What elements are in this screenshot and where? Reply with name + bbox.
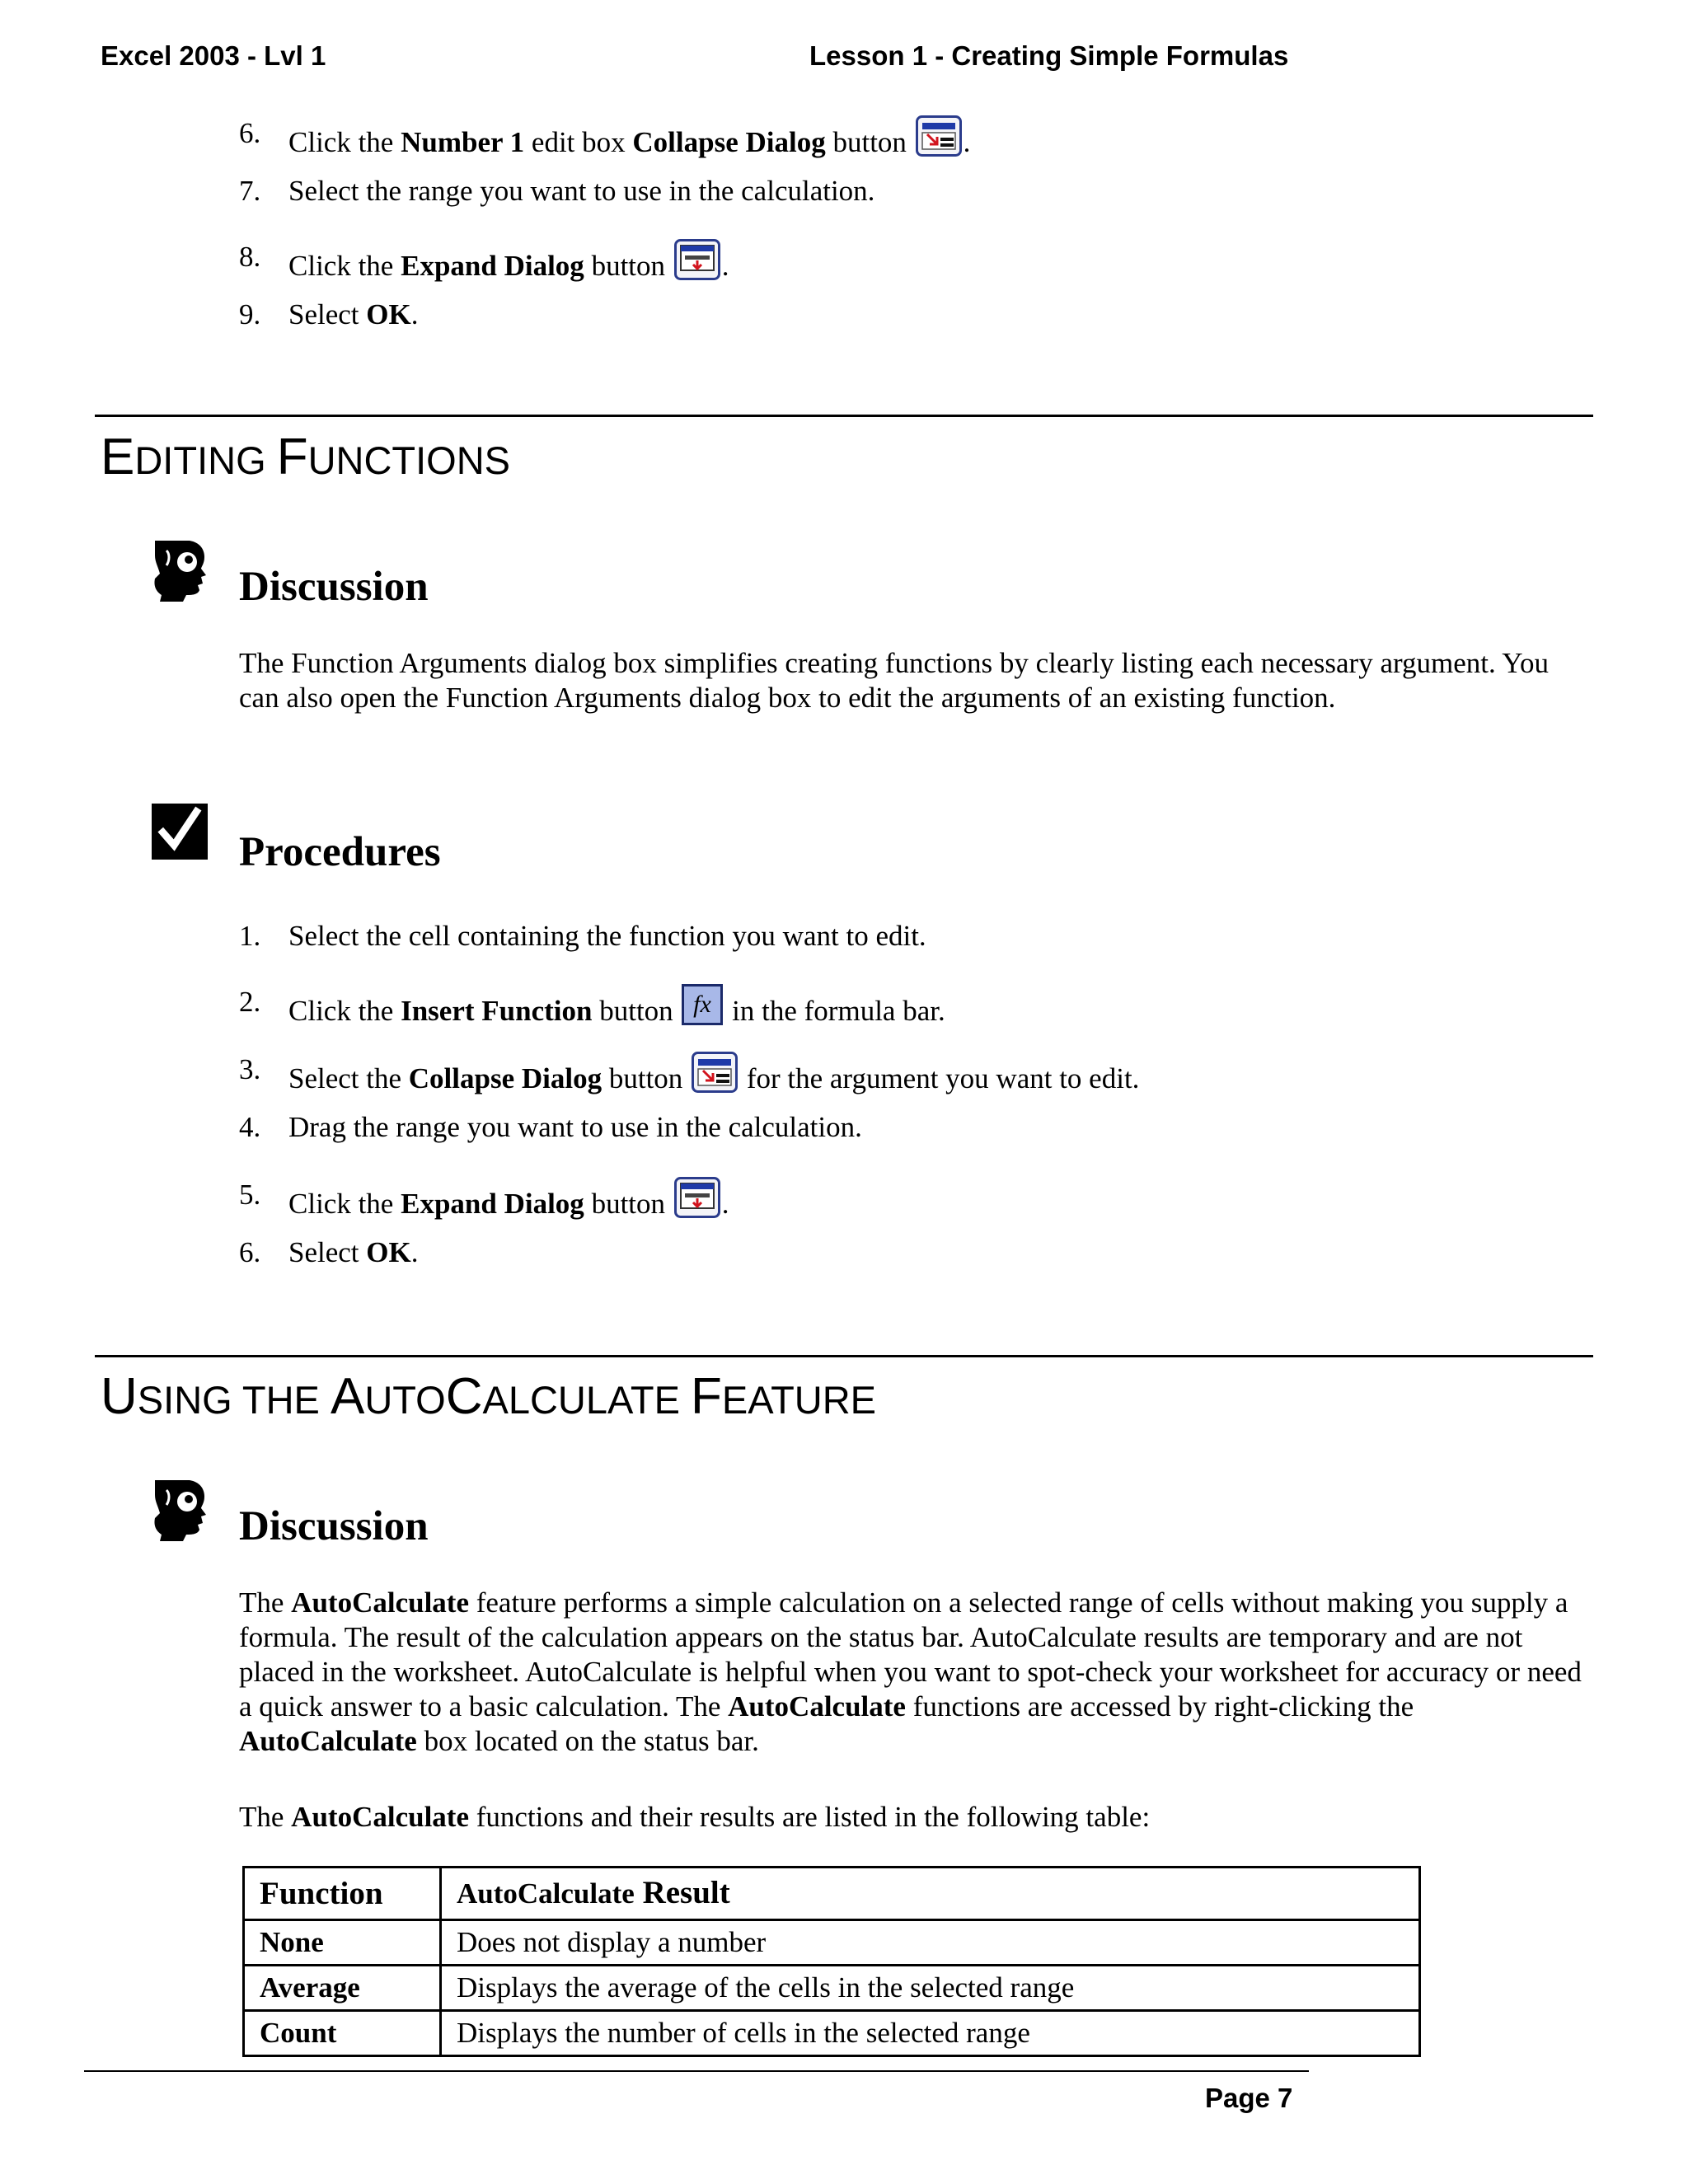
table-row: Average Displays the average of the cells in the selected range <box>244 1966 1420 2011</box>
collapse-dialog-icon <box>916 115 962 157</box>
section-divider <box>95 1355 1593 1357</box>
discussion-head-icon <box>150 1477 208 1543</box>
footer-divider <box>84 2070 1309 2072</box>
discussion-text: The Function Arguments dialog box simplifies creating functions by clearly listing each necessary argument. You can also open the Function Arguments dialog box to edit the arguments of an existing function. <box>239 647 1549 714</box>
table-row: None Does not display a number <box>244 1920 1420 1966</box>
section-divider <box>95 415 1593 417</box>
table-row: Count Displays the number of cells in the selected range <box>244 2011 1420 2056</box>
expand-dialog-icon <box>674 239 720 280</box>
insert-function-icon <box>682 984 723 1025</box>
autocalculate-description: The AutoCalculate feature performs a simple calculation on a selected range of cells without making you supply a formula. The result of the calculation appears on the status bar. AutoCalculate results are temporary and are not placed in the worksheet. AutoCalculate is helpful when you want to spot-check your worksheet for accuracy or need a quick answer to a basic calculation. The AutoCalculate functions are accessed by right-clicking the AutoCalculate box located on the status bar. <box>239 1586 1582 1757</box>
expand-dialog-icon <box>674 1177 720 1218</box>
header-left: Excel 2003 - Lvl 1 <box>101 40 326 71</box>
table-header-row <box>244 1868 1420 1920</box>
discussion-heading: Discussion <box>239 564 429 610</box>
discussion-head-icon <box>150 537 208 603</box>
collapse-dialog-icon <box>692 1052 738 1093</box>
section-title-autocalculate: USING THE AUTOCALCULATE FEATURE <box>101 1368 877 1425</box>
table-intro: The AutoCalculate functions and their results are listed in the following table: <box>239 1801 1151 1833</box>
autocalculate-table <box>242 1866 1421 2057</box>
discussion-heading: Discussion <box>239 1503 429 1549</box>
column-header-result: AutoCalculate Result <box>441 1868 1420 1920</box>
section-title-editing-functions: EDITING FUNCTIONS <box>101 429 511 485</box>
procedures-heading: Procedures <box>239 829 441 875</box>
column-header-function: Function <box>244 1868 441 1920</box>
header-center: Lesson 1 - Creating Simple Formulas <box>809 40 1289 71</box>
checkmark-box-icon <box>152 804 208 860</box>
page-number: Page 7 <box>1205 2083 1293 2113</box>
